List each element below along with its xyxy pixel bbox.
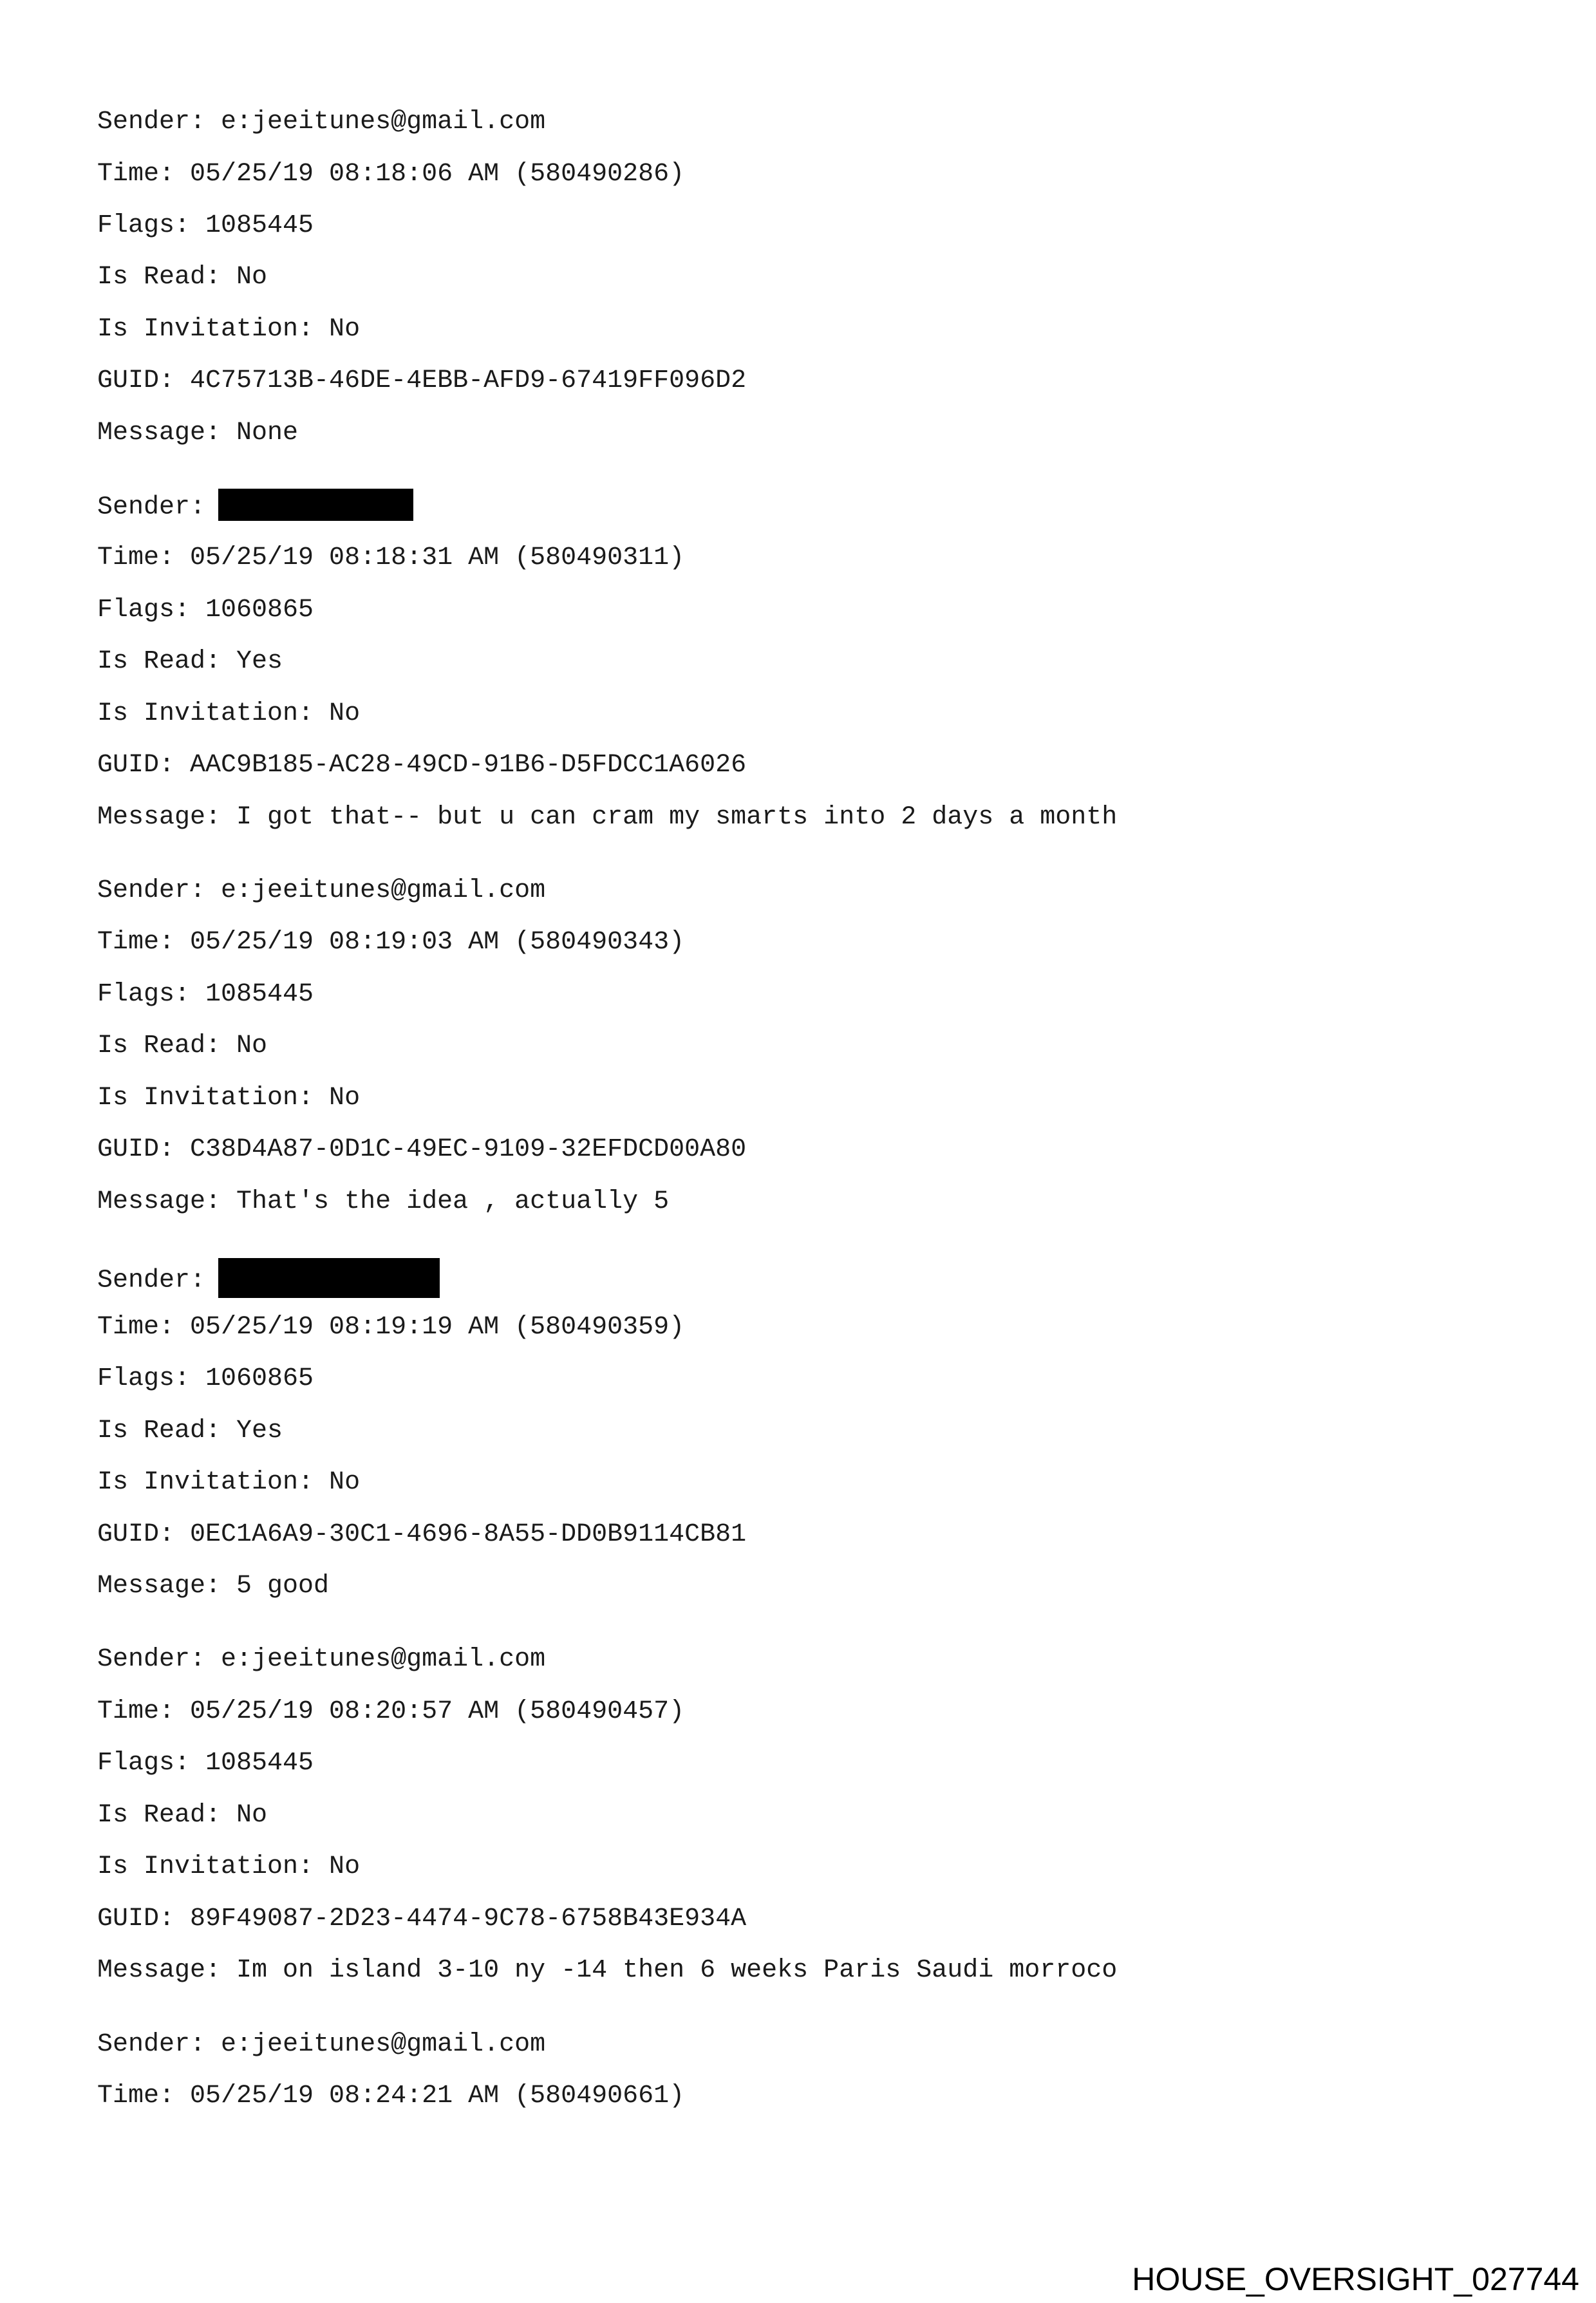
sender-value: e:jeeitunes@gmail.com [221,108,546,136]
sender-label: Sender: [97,108,206,136]
message-line: Message: None [97,418,299,447]
sender-value: e:jeeitunes@gmail.com [221,2030,546,2059]
sender-label: Sender: [97,876,206,905]
message-line: Message: That's the idea , actually 5 [97,1187,670,1216]
sender-value: e:jeeitunes@gmail.com [221,876,546,905]
message-line: Message: Im on island 3-10 ny -14 then 6 weeks Paris Saudi morroco [97,1956,1118,1985]
is-read-line: Is Read: Yes [97,1416,283,1445]
redaction-box [218,1258,440,1298]
sender-line [97,1260,440,1295]
guid-line: GUID: 4C75713B-46DE-4EBB-AFD9-67419FF096D2 [97,366,747,395]
is-read-line: Is Read: No [97,263,268,292]
is-invitation-line: Is Invitation: No [97,315,361,344]
time-line: Time: 05/25/19 08:19:19 AM (580490359) [97,1313,685,1342]
is-invitation-line: Is Invitation: No [97,1468,361,1497]
sender-line [97,107,545,138]
guid-line: GUID: AAC9B185-AC28-49CD-91B6-D5FDCC1A6026 [97,751,747,780]
sender-label: Sender: [97,2030,206,2059]
message-line: Message: 5 good [97,1572,330,1601]
flags-line: Flags: 1085445 [97,211,314,240]
flags-line: Flags: 1085445 [97,980,314,1009]
sender-line [97,1644,545,1675]
flags-line: Flags: 1085445 [97,1749,314,1778]
sender-line [97,491,413,522]
sender-label: Sender: [97,1266,206,1295]
time-line: Time: 05/25/19 08:20:57 AM (580490457) [97,1697,685,1726]
time-line: Time: 05/25/19 08:18:31 AM (580490311) [97,543,685,572]
sender-value: e:jeeitunes@gmail.com [221,1645,546,1674]
sender-line [97,2029,545,2060]
flags-line: Flags: 1060865 [97,596,314,625]
guid-line: GUID: 89F49087-2D23-4474-9C78-6758B43E934A [97,1904,747,1933]
is-read-line: Is Read: Yes [97,647,283,676]
sender-label: Sender: [97,493,206,522]
guid-line: GUID: 0EC1A6A9-30C1-4696-8A55-DD0B9114CB81 [97,1520,747,1549]
message-line: Message: I got that-- but u can cram my smarts into 2 days a month [97,803,1118,832]
redaction-box [218,489,413,521]
time-line: Time: 05/25/19 08:24:21 AM (580490661) [97,2082,685,2110]
time-line: Time: 05/25/19 08:19:03 AM (580490343) [97,928,685,957]
sender-label: Sender: [97,1645,206,1674]
bates-number: HOUSE_OVERSIGHT_027744 [1132,2261,1579,2297]
is-invitation-line: Is Invitation: No [97,1084,361,1113]
time-line: Time: 05/25/19 08:18:06 AM (580490286) [97,160,685,189]
guid-line: GUID: C38D4A87-0D1C-49EC-9109-32EFDCD00A80 [97,1135,747,1164]
is-read-line: Is Read: No [97,1031,268,1060]
is-invitation-line: Is Invitation: No [97,699,361,728]
flags-line: Flags: 1060865 [97,1364,314,1393]
is-invitation-line: Is Invitation: No [97,1852,361,1881]
sender-line [97,876,545,907]
is-read-line: Is Read: No [97,1801,268,1830]
